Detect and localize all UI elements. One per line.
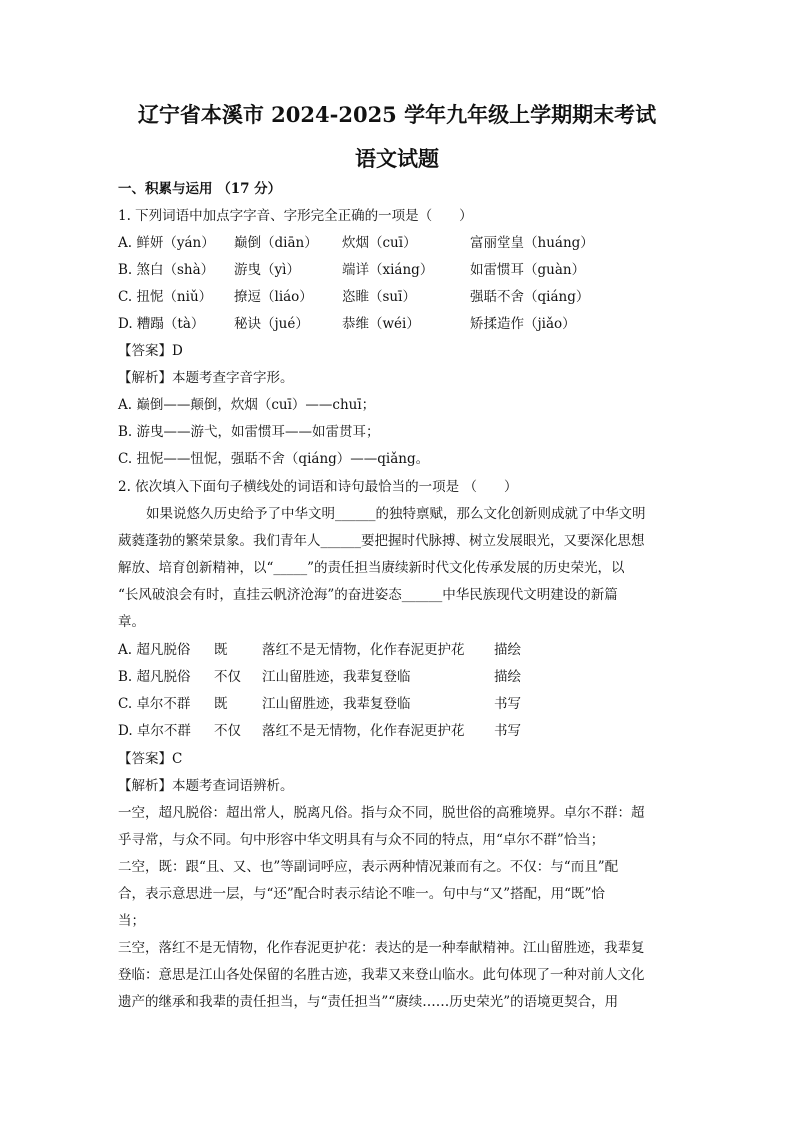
q2-analysis-header: 【解析】本题考查词语辨析。	[118, 778, 294, 794]
q1-analysis-line: C. 扭怩——忸怩，强聒不舍（qiáng）——qiǎng。	[118, 451, 430, 467]
option-word: 书写	[494, 696, 521, 712]
option-word: 不仅	[214, 669, 241, 685]
option-word: 炊烟（cuī）	[342, 235, 417, 251]
q2-option-a	[118, 641, 678, 659]
section-heading: 一、积累与运用 （17 分）	[118, 181, 282, 197]
question-2-stem: 2. 依次填入下面句子横线处的词语和诗句最恰当的一项是 （ ）	[118, 479, 518, 495]
option-label: B. 超凡脱俗	[118, 669, 191, 685]
option-word: 江山留胜迹，我辈复登临	[262, 669, 411, 685]
q2-passage-line: 章。	[118, 614, 145, 630]
option-word: 撩逗（liáo）	[234, 289, 313, 305]
question-1-stem: 1. 下列词语中加点字字音、字形完全正确的一项是（ ）	[118, 208, 473, 224]
option-word: 不仅	[214, 723, 241, 739]
q1-option-c	[118, 288, 678, 306]
option-word: 巅倒（diān）	[234, 235, 318, 251]
option-label: A. 超凡脱俗	[118, 642, 191, 658]
page-title: 辽宁省本溪市 2024-2025 学年九年级上学期期末考试	[137, 102, 657, 127]
option-word: 书写	[494, 723, 521, 739]
q2-analysis-line: 当；	[118, 913, 145, 929]
option-word: 端详（xiáng）	[342, 262, 434, 278]
option-word: 恣睢（suī）	[342, 289, 416, 305]
q1-option-b	[118, 261, 678, 279]
q2-analysis-line: 遗产的继承和我辈的责任担当，与“责任担当”“赓续……历史荣光”的语境更契合，用	[118, 994, 619, 1010]
option-word: 矫揉造作（jiǎo）	[470, 316, 576, 332]
option-label: C. 扭怩（niǔ）	[118, 289, 213, 305]
q1-analysis-line: A. 巅倒——颠倒，炊烟（cuī）——chuī；	[118, 397, 376, 413]
option-label: D. 卓尔不群	[118, 723, 191, 739]
q1-option-d	[118, 315, 678, 333]
option-word: 落红不是无情物，化作春泥更护花	[262, 642, 465, 658]
option-word: 富丽堂皇（huáng）	[470, 235, 594, 251]
q2-analysis-line: 三空，落红不是无情物，化作春泥更护花：表达的是一种奉献精神。江山留胜迹，我辈复	[118, 940, 645, 956]
q2-analysis-line: 登临：意思是江山各处保留的名胜古迹，我辈又来登山临水。此句体现了一种对前人文化	[118, 967, 645, 983]
option-word: 描绘	[494, 642, 521, 658]
option-word: 秘诀（jué）	[234, 316, 309, 332]
option-word: 江山留胜迹，我辈复登临	[262, 696, 411, 712]
q2-passage-line: 葳蕤蓬勃的繁荣景象。我们青年人______要把握时代脉搏、树立发展眼光，又要深化思想	[118, 533, 645, 549]
q1-answer: 【答案】D	[118, 343, 183, 359]
option-label: D. 糟蹋（tà）	[118, 316, 205, 332]
option-word: 既	[214, 696, 228, 712]
option-word: 描绘	[494, 669, 521, 685]
q2-analysis-line: 乎寻常，与众不同。句中形容中华文明具有与众不同的特点，用“卓尔不群”恰当；	[118, 832, 605, 848]
option-word: 落红不是无情物，化作春泥更护花	[262, 723, 465, 739]
q2-analysis-line: 一空，超凡脱俗：超出常人，脱离凡俗。指与众不同，脱世俗的高雅境界。卓尔不群：超	[118, 805, 645, 821]
q2-option-d	[118, 722, 678, 740]
q2-passage-line: 如果说悠久历史给予了中华文明______的独特禀赋，那么文化创新则成就了中华文明	[146, 506, 646, 522]
option-word: 恭维（wéi）	[342, 316, 420, 332]
option-word: 游曳（yì）	[234, 262, 300, 278]
page-subtitle: 语文试题	[355, 146, 439, 171]
q2-analysis-line: 二空，既：跟“且、又、也”等副词呼应，表示两种情况兼而有之。不仅：与“而且”配	[118, 859, 619, 875]
q2-analysis-line: 合，表示意思进一层，与“还”配合时表示结论不唯一。句中与“又”搭配，用“既”恰	[118, 886, 605, 902]
q2-passage-line: “长风破浪会有时，直挂云帆济沧海”的奋进姿态______中华民族现代文明建设的新篇	[118, 587, 618, 603]
q2-answer: 【答案】C	[118, 751, 183, 767]
option-word: 如雷惯耳（guàn）	[470, 262, 586, 278]
q2-option-b	[118, 668, 678, 686]
q1-option-a	[118, 234, 678, 252]
q1-analysis-line: B. 游曳——游弋，如雷惯耳——如雷贯耳；	[118, 424, 380, 440]
option-label: C. 卓尔不群	[118, 696, 191, 712]
q2-option-c	[118, 695, 678, 713]
option-word: 强聒不舍（qiáng）	[470, 289, 590, 305]
q2-passage-line: 解放、培育创新精神，以“_____”的责任担当赓续新时代文化传承发展的历史荣光，以	[118, 560, 625, 576]
option-label: A. 鲜妍（yán）	[118, 235, 215, 251]
option-label: B. 煞白（shà）	[118, 262, 215, 278]
q1-analysis-line: 【解析】本题考查字音字形。	[118, 370, 294, 386]
option-word: 既	[214, 642, 228, 658]
